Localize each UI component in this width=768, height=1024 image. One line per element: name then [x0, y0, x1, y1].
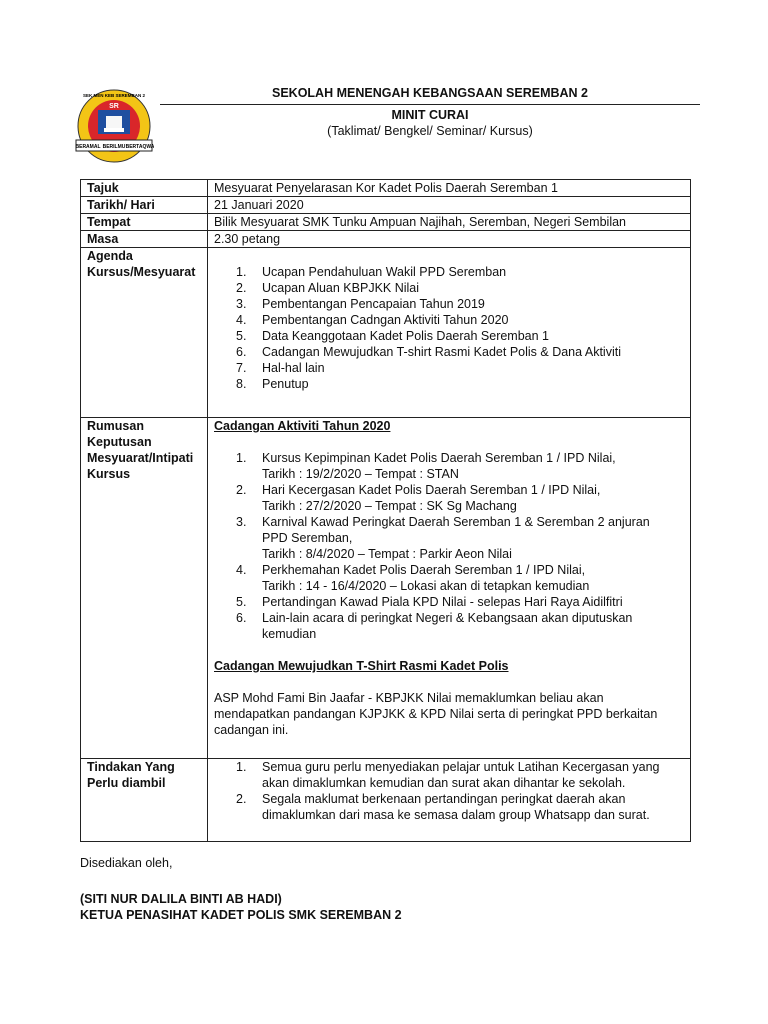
document-subtitle: (Taklimat/ Bengkel/ Seminar/ Kursus) [327, 124, 533, 138]
school-name: SEKOLAH MENENGAH KEBANGSAAN SEREMBAN 2 [272, 86, 588, 100]
list-item: 2. Hari Kecergasan Kadet Polis Daerah Seremban 1 / IPD Nilai, Tarikh : 27/2/2020 – Tempat : SK Sg Machang [236, 483, 601, 513]
tajuk-value: Mesyuarat Penyelarasan Kor Kadet Polis Daerah Seremban 1 [208, 180, 691, 197]
list-item: 1. Ucapan Pendahuluan Wakil PPD Seremban [236, 265, 507, 279]
tajuk-label: Tajuk [81, 180, 208, 197]
list-item: 1. Kursus Kepimpinan Kadet Polis Daerah Seremban 1 / IPD Nilai, Tarikh : 19/2/2020 – Tempat : STAN [236, 451, 616, 481]
tempat-label: Tempat [81, 214, 208, 231]
tarikh-label: Tarikh/ Hari [81, 197, 208, 214]
row-tarikh [81, 197, 691, 214]
list-item: 1. Semua guru perlu menyediakan pelajar untuk Latihan Kecergasan yang akan dimaklumkan kemudian dan surat akan dihantar ke sekolah. [236, 760, 660, 790]
list-item: 2. Segala maklumat berkenaan pertandingan peringkat daerah akan dimaklumkan dari masa ke semasa dalam group Whatsapp dan surat. [236, 792, 650, 822]
rumusan-label: Rumusan Keputusan Mesyuarat/Intipati Kursus [81, 418, 208, 759]
tindakan-list [214, 759, 684, 823]
list-item: 8. Penutup [236, 377, 309, 391]
aktiviti-list [214, 450, 684, 642]
tshirt-heading: Cadangan Mewujudkan T-Shirt Rasmi Kadet Polis [214, 659, 509, 673]
list-item: 6. Lain-lain acara di peringkat Negeri & Kebangsaan akan diputuskan kemudian [236, 611, 633, 641]
document-title: MINIT CURAI [391, 108, 469, 122]
list-item: 5. Pertandingan Kawad Piala KPD Nilai - selepas Hari Raya Aidilfitri [236, 595, 623, 609]
tindakan-label: Tindakan Yang Perlu diambil [81, 759, 208, 842]
agenda-label: Agenda Kursus/Mesyuarat [81, 248, 208, 418]
aktiviti-heading: Cadangan Aktiviti Tahun 2020 [214, 419, 391, 433]
agenda-cell [208, 248, 691, 418]
signatory-position: KETUA PENASIHAT KADET POLIS SMK SEREMBAN 2 [80, 908, 402, 922]
masa-value: 2.30 petang [208, 231, 691, 248]
logo-letters: SR [109, 103, 119, 110]
row-masa [81, 231, 691, 248]
agenda-list [214, 264, 684, 392]
tindakan-cell [208, 759, 691, 842]
minutes-table [80, 179, 691, 842]
list-item: 2. Ucapan Aluan KBPJKK Nilai [236, 281, 420, 295]
row-tindakan [81, 759, 691, 842]
signatory-name: (SITI NUR DALILA BINTI AB HADI) [80, 892, 282, 906]
masa-label: Masa [81, 231, 208, 248]
row-tajuk [81, 180, 691, 197]
school-logo [74, 88, 154, 168]
logo-motto-mid: BERILMU [102, 144, 126, 150]
list-item: 4. Perkhemahan Kadet Polis Daerah Seremban 1 / IPD Nilai, Tarikh : 14 - 16/4/2020 – Lokasi akan di tetapkan kemudian [236, 563, 590, 593]
tarikh-value: 21 Januari 2020 [208, 197, 691, 214]
header-rule [160, 104, 700, 105]
logo-motto-left: BERAMAL [75, 144, 101, 150]
logo-motto-right: BERTAQWA [125, 144, 154, 150]
list-item: 4. Pembentangan Cadngan Aktiviti Tahun 2020 [236, 313, 509, 327]
tempat-value: Bilik Mesyuarat SMK Tunku Ampuan Najihah, Seremban, Negeri Sembilan [208, 214, 691, 231]
rumusan-cell [208, 418, 691, 759]
list-item: 6. Cadangan Mewujudkan T-shirt Rasmi Kadet Polis & Dana Aktiviti [236, 345, 621, 359]
row-rumusan [81, 418, 691, 759]
row-tempat [81, 214, 691, 231]
list-item: 3. Karnival Kawad Peringkat Daerah Seremban 1 & Seremban 2 anjuran PPD Seremban, Tarikh : 8/4/2020 – Tempat : Parkir Aeon Nilai [236, 515, 650, 561]
list-item: 3. Pembentangan Pencapaian Tahun 2019 [236, 297, 485, 311]
tshirt-paragraph: ASP Mohd Fami Bin Jaafar - KBPJKK Nilai memaklumkan beliau akan mendapatkan pandangan KJPJKK & KPD Nilai serta di peringkat PPD berkaitan cadangan ini. [214, 691, 658, 737]
logo-ring-text: SEK MEN KEB SEREMBAN 2 [82, 93, 146, 98]
prepared-by: Disediakan oleh, [80, 856, 173, 870]
list-item: 7. Hal-hal lain [236, 361, 325, 375]
row-agenda [81, 248, 691, 418]
list-item: 5. Data Keanggotaan Kadet Polis Daerah Seremban 1 [236, 329, 549, 343]
